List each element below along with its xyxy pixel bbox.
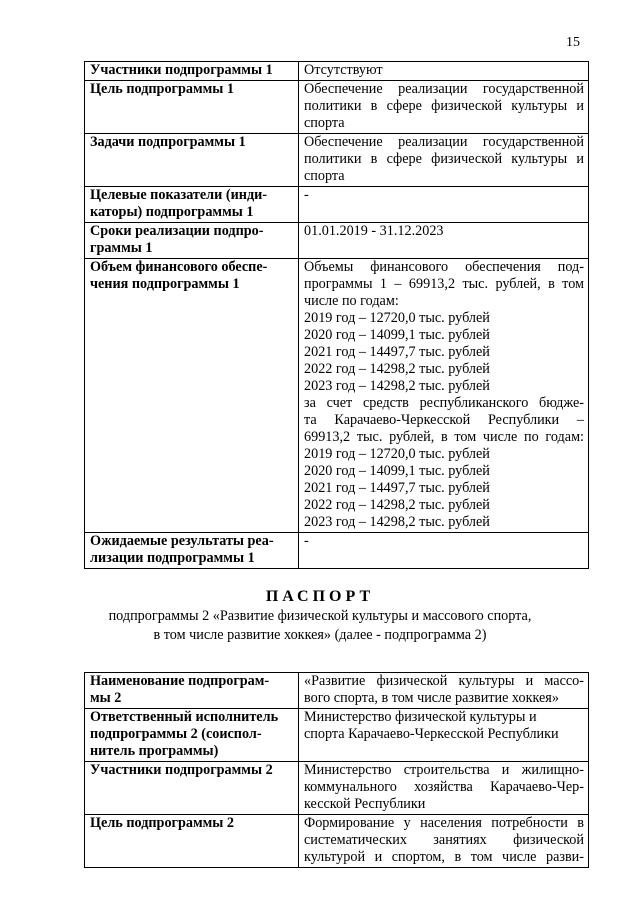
row-value: - (299, 533, 589, 569)
table-row (85, 81, 589, 134)
label-line: Сроки реализации подпро- (90, 223, 264, 239)
value-line: 2020 год – 14099,1 тыс. рублей (304, 463, 490, 479)
passport-subtitle: в том числе развитие хоккея» (далее - подпрограмма 2) (153, 627, 487, 643)
table-row (85, 815, 589, 868)
value-line: Обеспечение реализации государственной (304, 81, 584, 97)
label-line: нитель программы) (90, 743, 219, 759)
row-label (85, 223, 299, 259)
value-line: политики в сфере физической культуры и (304, 151, 584, 167)
table-row (85, 762, 589, 815)
table-row (85, 709, 589, 762)
value-line: Формирование у населения потребности в (304, 815, 584, 831)
row-label: Цель подпрограммы 2 (85, 815, 299, 868)
label-line: граммы 1 (90, 240, 153, 256)
table-row (85, 62, 589, 81)
table-row (85, 187, 589, 223)
row-value (299, 223, 589, 259)
value-line: «Развитие физической культуры и массо- (304, 673, 584, 689)
label-line: Объем финансового обеспе- (90, 259, 268, 275)
row-label: Цель подпрограммы 1 (85, 81, 299, 134)
row-label (85, 259, 299, 533)
value-line: Объемы финансового обеспечения под- (304, 259, 584, 275)
value-line: спорта (304, 115, 345, 131)
value-line: кесской Республики (304, 796, 426, 812)
value-line: 69913,2 тыс. рублей, в том числе по годам: (304, 429, 584, 445)
row-value: - (299, 187, 589, 223)
row-value (299, 673, 589, 709)
row-value (299, 815, 589, 868)
value-line: спорта (304, 168, 345, 184)
value-line: спорта Карачаево-Черкесской Республики (304, 726, 559, 742)
value-line: систематических занятиях физической (304, 832, 584, 848)
label-line: мы 2 (90, 690, 122, 706)
row-value (299, 762, 589, 815)
row-label: Участники подпрограммы 1 (85, 62, 299, 81)
value-line: культурой и спортом, в том числе разви- (304, 849, 584, 865)
row-value (299, 81, 589, 134)
row-label (85, 187, 299, 223)
row-value (299, 709, 589, 762)
value-line: 2019 год – 12720,0 тыс. рублей (304, 310, 490, 326)
value-line: 2022 год – 14298,2 тыс. рублей (304, 361, 490, 377)
value-line: коммунального хозяйства Карачаево-Чер- (304, 779, 584, 795)
label-line: подпрограммы 2 (соиспол- (90, 726, 262, 742)
value-line: Министерство физической культуры и (304, 709, 537, 725)
passport-subtitle: подпрограммы 2 «Развитие физической культуры и массового спорта, (108, 608, 532, 624)
value-line: 2021 год – 14497,7 тыс. рублей (304, 480, 490, 496)
row-label (85, 709, 299, 762)
row-value (299, 134, 589, 187)
row-label (85, 533, 299, 569)
value-line: числе по годам: (304, 293, 399, 309)
table-row (85, 223, 589, 259)
value-line: 2021 год – 14497,7 тыс. рублей (304, 344, 490, 360)
value-line: Обеспечение реализации государственной (304, 134, 584, 150)
row-label: Участники подпрограммы 2 (85, 762, 299, 815)
label-line: чения подпрограммы 1 (90, 276, 240, 292)
value-line: та Карачаево-Черкесской Республики – (304, 412, 584, 428)
value-line: Отсутствуют (304, 62, 383, 78)
value-line: 01.01.2019 - 31.12.2023 (304, 223, 444, 239)
value-line: 2023 год – 14298,2 тыс. рублей (304, 514, 490, 530)
table-row (85, 134, 589, 187)
table-row (85, 259, 589, 533)
row-label: Задачи подпрограммы 1 (85, 134, 299, 187)
row-value (299, 62, 589, 81)
label-line: лизации подпрограммы 1 (90, 550, 255, 566)
value-line: программы 1 – 69913,2 тыс. рублей, в том (304, 276, 584, 292)
passport-title: ПАСПОРТ (265, 588, 375, 605)
value-line: 2019 год – 12720,0 тыс. рублей (304, 446, 490, 462)
value-line: Министерство строительства и жилищно- (304, 762, 584, 778)
value-line: политики в сфере физической культуры и (304, 98, 584, 114)
label-line: каторы) подпрограммы 1 (90, 204, 254, 220)
value-line: 2023 год – 14298,2 тыс. рублей (304, 378, 490, 394)
label-line: Ответственный исполнитель (90, 709, 279, 725)
label-line: Целевые показатели (инди- (90, 187, 268, 203)
table-row (85, 673, 589, 709)
value-line: вого спорта, в том числе развитие хоккея» (304, 690, 559, 706)
label-line: Ожидаемые результаты реа- (90, 533, 274, 549)
value-line: 2020 год – 14099,1 тыс. рублей (304, 327, 490, 343)
value-line: 2022 год – 14298,2 тыс. рублей (304, 497, 490, 513)
value-line: за счет средств республиканского бюдже- (304, 395, 584, 411)
subprogram-1-passport-table (84, 61, 589, 569)
label-line: Наименование подпрограм- (90, 673, 270, 689)
row-label (85, 673, 299, 709)
financing-value (299, 259, 589, 533)
subprogram-2-passport-table (84, 672, 589, 868)
table-row (85, 533, 589, 569)
page-number: 15 (566, 35, 580, 50)
